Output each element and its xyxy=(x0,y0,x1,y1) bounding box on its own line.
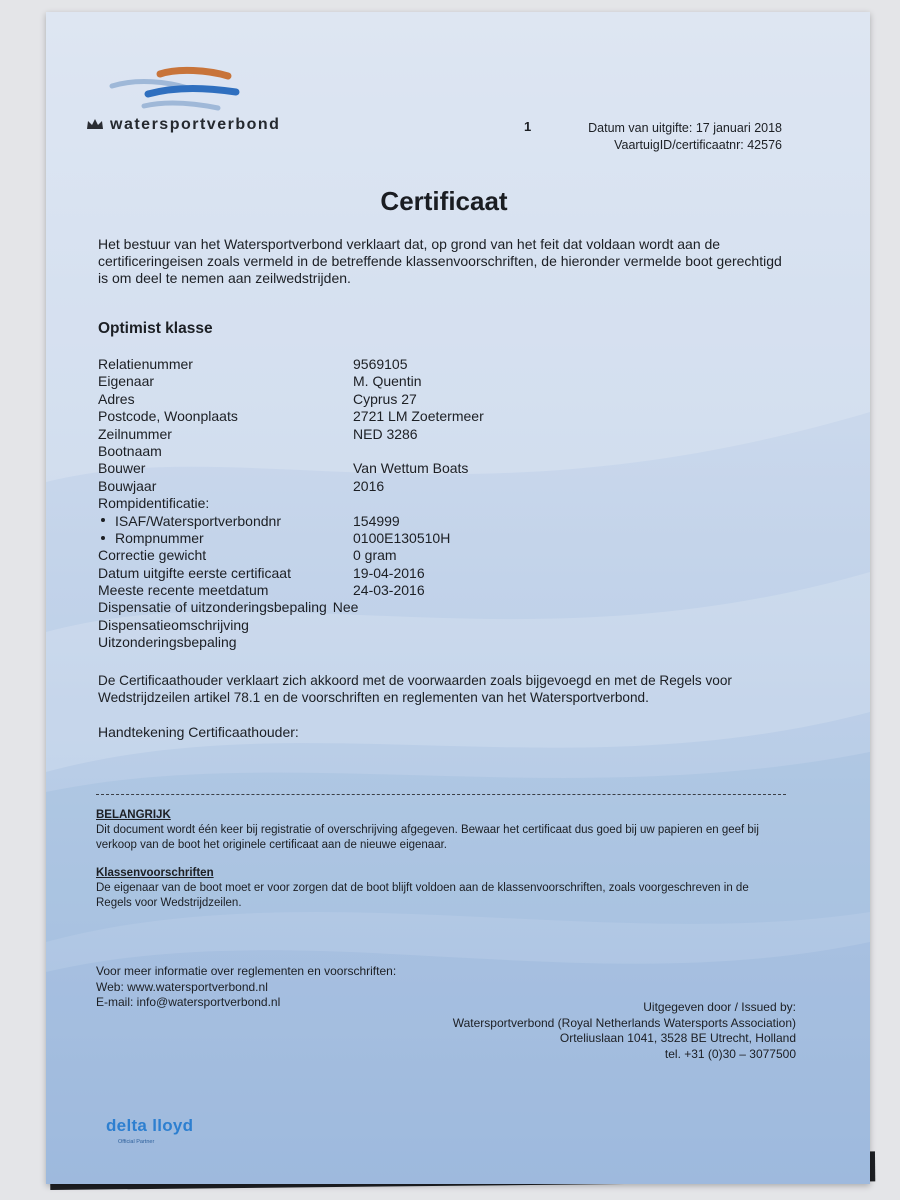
field-value: 0100E130510H xyxy=(353,529,451,546)
field-label: Rompnummer xyxy=(115,529,204,546)
field-value: Van Wettum Boats xyxy=(353,460,469,477)
field-label: Meeste recente meetdatum xyxy=(98,582,269,599)
certificate-id: VaartuigID/certificaatnr: 42576 xyxy=(614,138,782,152)
waves-logo-icon xyxy=(108,64,248,120)
crown-icon xyxy=(86,118,104,130)
field-label: Dispensatie of uitzonderingsbepaling Nee xyxy=(98,599,359,616)
field-value: Nee xyxy=(332,599,359,616)
issue-date: Datum van uitgifte: 17 januari 2018 xyxy=(588,121,782,135)
field-value: 2016 xyxy=(353,477,385,494)
field-label: Bouwjaar xyxy=(98,477,157,494)
field-label: Adres xyxy=(98,390,135,407)
field-label: Rompidentificatie: xyxy=(98,495,210,512)
important-section xyxy=(96,808,786,853)
field-label: Uitzonderingsbepaling xyxy=(98,634,237,651)
contact-info xyxy=(96,964,396,1011)
email-link: E-mail: info@watersportverbond.nl xyxy=(96,995,281,1009)
class-rules-section xyxy=(96,866,786,911)
class-rules-heading: Klassenvoorschriften xyxy=(96,867,214,879)
info-line: Voor meer informatie over reglementen en voorschriften: xyxy=(96,964,397,978)
web-link: Web: www.watersportverbond.nl xyxy=(96,979,268,994)
field-value: 9569105 xyxy=(353,356,408,372)
issuer-address: Orteliuslaan 1041, 3528 BE Utrecht, Holland xyxy=(559,1031,796,1045)
field-value: 0 gram xyxy=(353,547,397,564)
field-value: 2721 LM Zoetermeer xyxy=(353,408,484,425)
issuer-phone: tel. +31 (0)30 – 3077500 xyxy=(664,1046,796,1061)
field-value: Cyprus 27 xyxy=(353,390,417,407)
brand xyxy=(86,116,280,134)
field-label: Eigenaar xyxy=(98,373,155,390)
important-heading: BELANGRIJK xyxy=(96,809,171,821)
field-value: M. Quentin xyxy=(353,373,422,390)
divider xyxy=(96,794,786,795)
important-text: Dit document wordt één keer bij registratie of overschrijving afgegeven. Bewaar het certificaat dus goed bij uw papieren en geef bij verkoop van de boot het originele certificaat aan de nieuwe eigenaar. xyxy=(96,824,759,851)
field-label: ISAF/Watersportverbondnr xyxy=(115,512,281,529)
field-label: Bootnaam xyxy=(98,442,162,459)
field-value: NED 3286 xyxy=(353,425,418,442)
issued-by xyxy=(453,1000,796,1062)
page-number: 1 xyxy=(524,119,532,134)
class-title: Optimist klasse xyxy=(98,320,213,337)
field-label: Dispensatieomschrijving xyxy=(98,616,249,633)
field-value: 154999 xyxy=(353,512,400,529)
certificate-page xyxy=(46,12,870,1184)
field-value: 19-04-2016 xyxy=(353,564,425,581)
field-label: Bouwer xyxy=(98,460,146,477)
field-label: Relatienummer xyxy=(98,356,193,372)
issuer-name: Watersportverbond (Royal Netherlands Watersports Association) xyxy=(452,1015,796,1030)
field-value: 24-03-2016 xyxy=(353,582,425,599)
brand-name: watersportverbond xyxy=(110,116,281,133)
field-label: Postcode, Woonplaats xyxy=(98,408,238,425)
issue-info xyxy=(588,120,782,154)
class-rules-text: De eigenaar van de boot moet er voor zorgen dat de boot blijft voldoen aan de klassenvoorschriften, zoals voorgeschreven in de Regels voor Wedstrijdzeilen. xyxy=(96,882,749,909)
field-label: Datum uitgifte eerste certificaat xyxy=(98,564,291,581)
bullet-icon xyxy=(101,536,105,540)
sponsor-logo: delta lloyd xyxy=(106,1116,194,1135)
bullet-icon xyxy=(101,518,105,522)
agreement-paragraph: De Certificaathouder verklaart zich akkoord met de voorwaarden zoals bijgevoegd en met de Regels voor Wedstrijdzeilen artikel 78.1 en de voorschriften en reglementen van het Watersportverbond. xyxy=(98,673,732,705)
document-title: Certificaat xyxy=(380,186,508,216)
sponsor-subtitle: Official Partner xyxy=(118,1139,155,1145)
issued-by-label: Uitgegeven door / Issued by: xyxy=(643,1000,796,1014)
field-label: Correctie gewicht xyxy=(98,547,207,564)
signature-label: Handtekening Certificaathouder: xyxy=(98,724,299,740)
intro-paragraph: Het bestuur van het Watersportverbond verklaart dat, op grond van het feit dat voldaan wordt aan de certificeringeisen zoals vermeld in de betreffende klassenvoorschriften, de hieronder vermelde boot gerechtigd is om deel te nemen aan zeilwedstrijden. xyxy=(98,236,782,286)
field-label: Zeilnummer xyxy=(98,425,172,442)
